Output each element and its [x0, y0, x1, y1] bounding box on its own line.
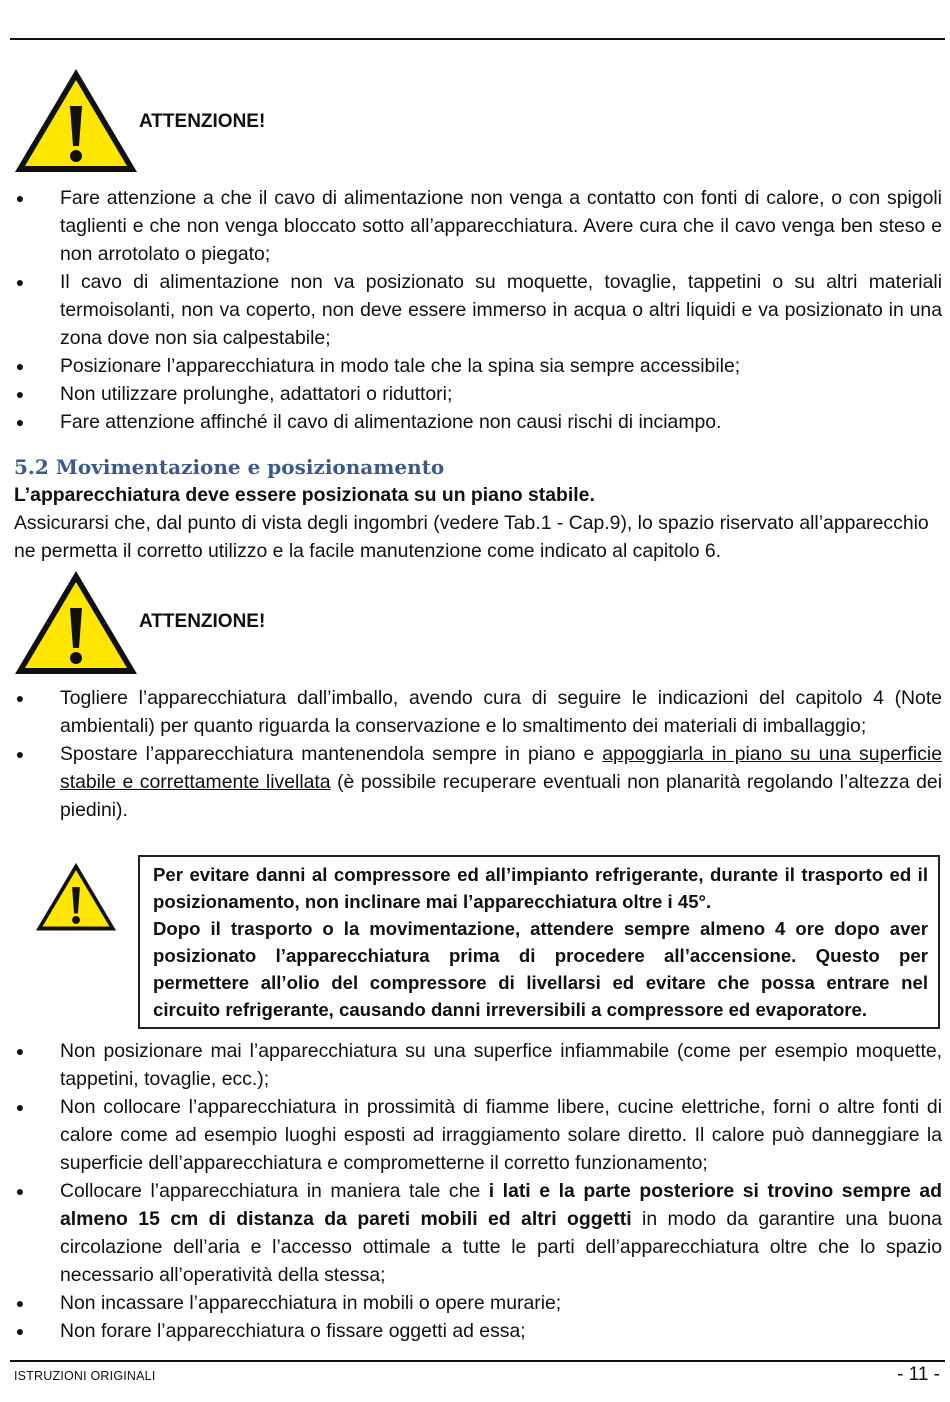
- list-item: ● Posizionare l’apparecchiatura in modo tale che la spina sia sempre accessibile;: [15, 355, 741, 377]
- list-item: ● Non incassare l’apparecchiatura in mobili o opere murarie;: [15, 1292, 562, 1314]
- page-number: - 11 -: [897, 1364, 940, 1385]
- section-body: Assicurarsi che, dal punto di vista degli ingombri (vedere Tab.1 - Cap.9), lo spazio riservato all’apparecchio ne permetta il corretto utilizzo e la facile manutenzione come indicato al capitolo 6.: [14, 512, 929, 562]
- callout-text: Per evitare danni al compressore ed all’impianto refrigerante, durante il trasporto ed il posizionamento, non inclinare mai l’apparecchiatura oltre i 45°.: [153, 864, 928, 912]
- list-item: ● Togliere l’apparecchiatura dall’imballo, avendo cura di seguire le indicazioni del capitolo 4 (Note ambientali) per quanto riguarda la conservazione e lo smaltimento dei materiali di imballaggio;: [15, 687, 942, 737]
- warning-heading: ATTENZIONE!: [139, 111, 266, 132]
- list-item: ● Fare attenzione a che il cavo di alimentazione non venga a contatto con fonti di calore, o con spigoli taglienti e che non venga bloccato sotto all’apparecchiatura. Avere cura che il cavo venga ben steso e non arrotolato o piegato;: [15, 187, 942, 265]
- warning-triangle-icon: [12, 568, 140, 678]
- callout-text: Dopo il trasporto o la movimentazione, attendere sempre almeno 4 ore dopo aver posizionato l’apparecchiatura prima di procedere all’accensione. Questo per permettere all’olio del compressore di livellarsi ed evitare che possa entrare nel circuito refrigerante, causando danni irreversibili a compressore ed evaporatore.: [153, 918, 928, 1020]
- list-item: ● Non collocare l’apparecchiatura in prossimità di fiamme libere, cucine elettriche, forni o altre fonti di calore come ad esempio luoghi esposti ad irraggiamento solare diretto. Il calore può danneggiare la superficie dell’apparecchiatura e comprometterne il corretto funzionamento;: [15, 1096, 942, 1174]
- unpacking-list: [14, 684, 942, 824]
- list-item: ● Spostare l’apparecchiatura mantenendola sempre in piano e appoggiarla in piano su una superficie stabile e correttamente livellata (è possibile recuperare eventuali non planarità regolando l’altezza dei piedini).: [15, 743, 943, 821]
- footer-label: ISTRUZIONI ORIGINALI: [14, 1369, 156, 1383]
- list-item: ● Non forare l’apparecchiatura o fissare oggetti ad essa;: [15, 1320, 526, 1342]
- list-item: ● Fare attenzione affinché il cavo di alimentazione non causi rischi di inciampo.: [15, 411, 722, 433]
- footer-rule: [10, 1360, 945, 1362]
- warning-heading: ATTENZIONE!: [139, 611, 266, 632]
- compressor-warning-box: [138, 855, 940, 1029]
- cable-safety-list: [14, 184, 942, 436]
- placement-list: [14, 1037, 942, 1345]
- header-rule: [10, 38, 945, 40]
- list-item: ● Non posizionare mai l’apparecchiatura su una superfice infiammabile (come per esempio moquette, tappetini, tovaglie, ecc.);: [15, 1040, 942, 1090]
- warning-triangle-icon: [12, 66, 140, 176]
- list-item: ● Il cavo di alimentazione non va posizionato su moquette, tovaglie, tappetini o su altri materiali termoisolanti, non va coperto, non deve essere immerso in acqua o altri liquidi e va posizionato in una zona dove non sia calpestabile;: [15, 271, 942, 349]
- bold-text: i lati e la parte posteriore si trovino sempre ad almeno 15 cm di distanza da pareti mobili ed altri oggetti: [60, 1180, 942, 1230]
- underlined-text: appoggiarla in piano su una superficie stabile e correttamente livellata: [60, 743, 943, 793]
- section-lead: L’apparecchiatura deve essere posizionata su un piano stabile.: [14, 484, 595, 506]
- warning-triangle-small-icon: [34, 860, 118, 934]
- section-title: 5.2 Movimentazione e posizionamento: [14, 455, 445, 479]
- list-item: ● Non utilizzare prolunghe, adattatori o riduttori;: [15, 383, 453, 405]
- list-item: ● Collocare l’apparecchiatura in maniera tale che i lati e la parte posteriore si trovino sempre ad almeno 15 cm di distanza da pareti mobili ed altri oggetti in modo da garantire una buona circolazione dell’aria e l’accesso ottimale a tutte le parti dell’apparecchiatura oltre che lo spazio necessario all’operatività della stessa;: [15, 1180, 942, 1286]
